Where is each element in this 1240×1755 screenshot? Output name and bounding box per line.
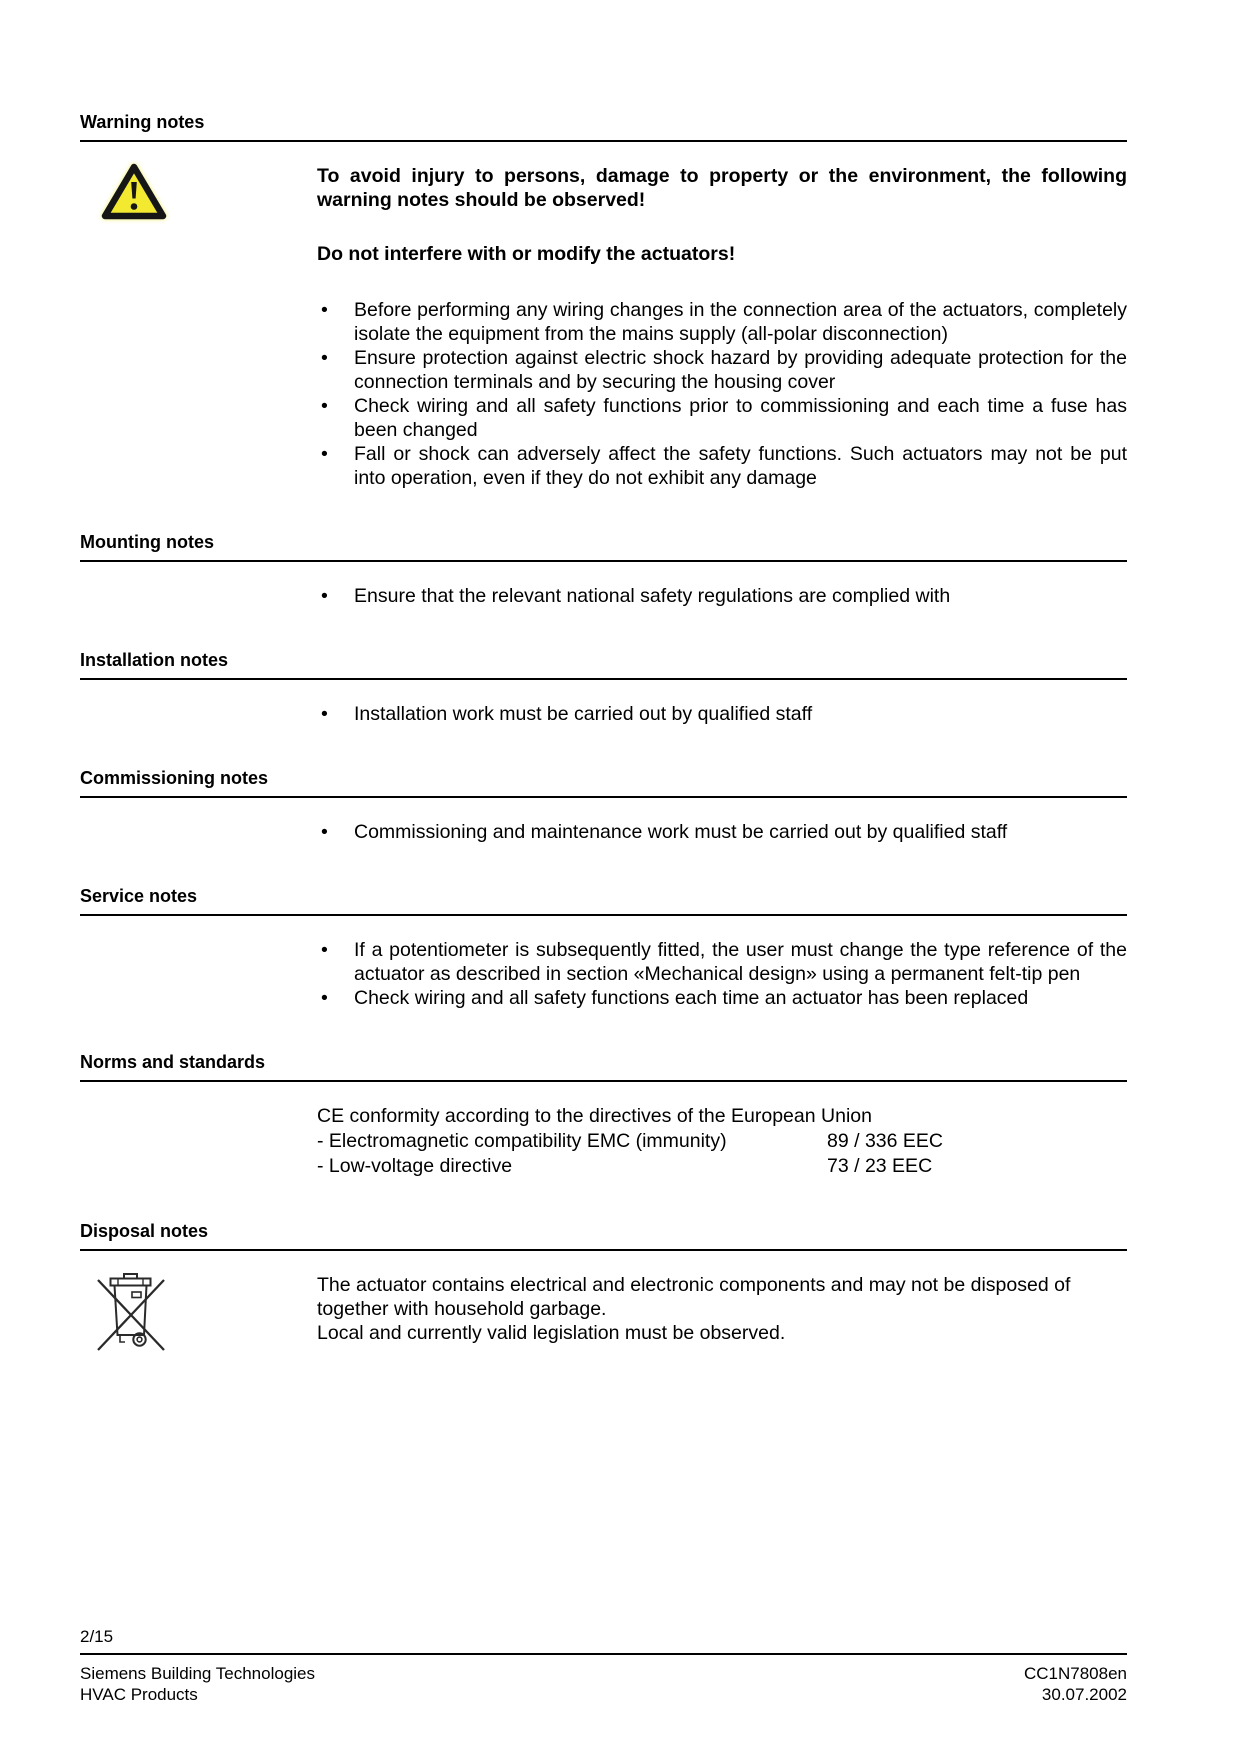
list-item bbox=[317, 938, 1127, 986]
bullet-marker: • bbox=[321, 585, 328, 607]
ce-conformity-text: CE conformity according to the directives of the European Union bbox=[317, 1105, 872, 1127]
bullet-text: Installation work must be carried out by qualified staff bbox=[354, 703, 813, 725]
warning-subheading: Do not interfere with or modify the actuators! bbox=[317, 243, 736, 265]
bullet-marker: • bbox=[321, 987, 328, 1009]
bullet-text: Commissioning and maintenance work must be carried out by qualified staff bbox=[354, 821, 1008, 843]
section-commissioning-notes bbox=[80, 768, 1127, 844]
directive-label: - Low-voltage directive bbox=[317, 1155, 513, 1177]
page-footer bbox=[80, 1626, 1127, 1705]
bullet-marker: • bbox=[321, 821, 328, 843]
footer-org-line1: Siemens Building Technologies bbox=[80, 1664, 316, 1683]
footer-org bbox=[80, 1663, 315, 1705]
bullet-text: Check wiring and all safety functions each time an actuator has been replaced bbox=[354, 987, 1029, 1009]
bullet-text: Ensure that the relevant national safety regulations are complied with bbox=[354, 585, 951, 607]
warning-bullet-list bbox=[317, 298, 1127, 490]
list-item bbox=[317, 346, 1127, 394]
bullet-marker: • bbox=[321, 703, 328, 725]
section-heading: Service notes bbox=[80, 886, 1127, 916]
list-item bbox=[317, 394, 1127, 442]
disposal-paragraph-line: Local and currently valid legislation must be observed. bbox=[317, 1322, 786, 1344]
section-disposal-notes bbox=[80, 1221, 1127, 1369]
page-content bbox=[80, 112, 1127, 1369]
norms-row bbox=[317, 1154, 1127, 1179]
directive-value: 89 / 336 EEC bbox=[827, 1130, 943, 1152]
margin-column bbox=[80, 584, 317, 608]
section-heading: Disposal notes bbox=[80, 1221, 1127, 1251]
bullet-marker: • bbox=[321, 299, 328, 321]
section-heading: Commissioning notes bbox=[80, 768, 1127, 798]
footer-columns bbox=[80, 1653, 1127, 1705]
installation-bullet-list bbox=[317, 702, 1127, 726]
footer-org-line2: HVAC Products bbox=[80, 1685, 198, 1704]
list-item bbox=[317, 442, 1127, 490]
list-item bbox=[317, 702, 1127, 726]
margin-column bbox=[80, 1104, 317, 1179]
section-heading: Mounting notes bbox=[80, 532, 1127, 562]
margin-column bbox=[80, 1273, 317, 1369]
disposal-paragraph-line: The actuator contains electrical and electronic components and may not be disposed of together with household garbage. bbox=[317, 1274, 1071, 1320]
list-item bbox=[317, 986, 1127, 1010]
footer-doc-info bbox=[1024, 1663, 1127, 1705]
warning-triangle-icon bbox=[100, 162, 168, 228]
section-heading: Installation notes bbox=[80, 650, 1127, 680]
bullet-text: Check wiring and all safety functions prior to commissioning and each time a fuse has been changed bbox=[354, 395, 1127, 441]
bullet-marker: • bbox=[321, 395, 328, 417]
section-heading: Norms and standards bbox=[80, 1052, 1127, 1082]
bullet-text: Fall or shock can adversely affect the safety functions. Such actuators may not be put into operation, even if they do not exhibit any damage bbox=[354, 443, 1127, 489]
footer-date: 30.07.2002 bbox=[1041, 1685, 1127, 1704]
directive-label: - Electromagnetic compatibility EMC (immunity) bbox=[317, 1130, 727, 1152]
norms-row bbox=[317, 1129, 1127, 1154]
bullet-marker: • bbox=[321, 443, 328, 465]
list-item bbox=[317, 584, 1127, 608]
bullet-marker: • bbox=[321, 939, 328, 961]
margin-column bbox=[80, 702, 317, 726]
bullet-text: If a potentiometer is subsequently fitted, the user must change the type reference of the actuator as described in section «Mechanical design» using a permanent felt-tip pen bbox=[354, 939, 1127, 985]
footer-doc-id: CC1N7808en bbox=[1023, 1664, 1127, 1683]
bullet-text: Ensure protection against electric shock hazard by providing adequate protection for the connection terminals and by securing the housing cover bbox=[354, 347, 1127, 393]
disposal-crossed-bin-icon bbox=[94, 1267, 168, 1369]
service-bullet-list bbox=[317, 938, 1127, 1010]
section-mounting-notes bbox=[80, 532, 1127, 608]
margin-column bbox=[80, 164, 317, 490]
section-heading: Warning notes bbox=[80, 112, 1127, 142]
list-item bbox=[317, 820, 1127, 844]
section-warning-notes bbox=[80, 112, 1127, 490]
margin-column bbox=[80, 820, 317, 844]
mounting-bullet-list bbox=[317, 584, 1127, 608]
section-service-notes bbox=[80, 886, 1127, 1010]
list-item bbox=[317, 298, 1127, 346]
page-number: 2/15 bbox=[80, 1627, 114, 1646]
margin-column bbox=[80, 938, 317, 1010]
section-norms-standards bbox=[80, 1052, 1127, 1179]
commissioning-bullet-list bbox=[317, 820, 1127, 844]
bullet-marker: • bbox=[321, 347, 328, 369]
warning-intro-text: To avoid injury to persons, damage to property or the environment, the following warning notes should be observed! bbox=[317, 165, 1127, 211]
directive-value: 73 / 23 EEC bbox=[827, 1155, 933, 1177]
bullet-text: Before performing any wiring changes in the connection area of the actuators, completely isolate the equipment from the mains supply (all-polar disconnection) bbox=[354, 299, 1127, 345]
section-installation-notes bbox=[80, 650, 1127, 726]
